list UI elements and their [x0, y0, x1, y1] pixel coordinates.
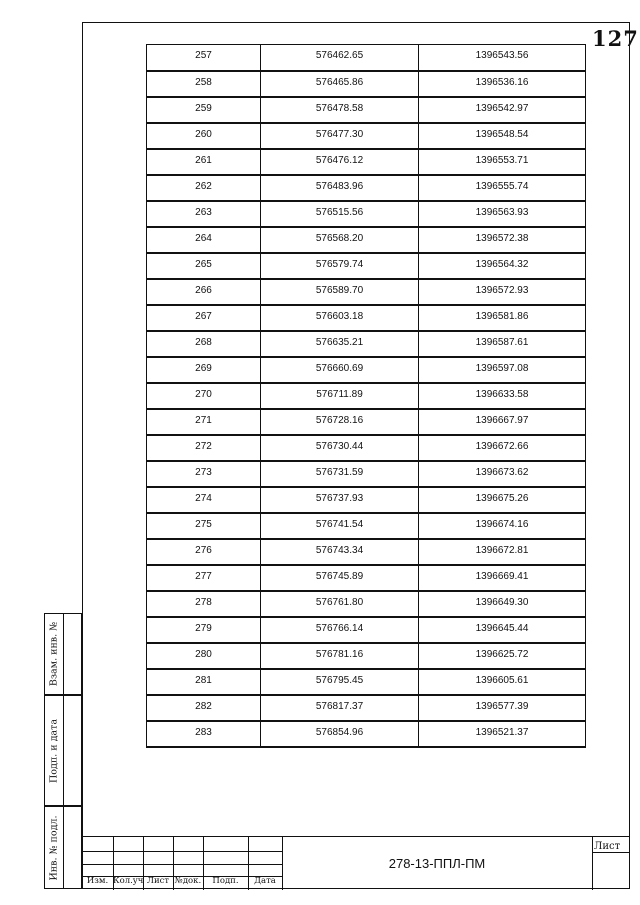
y-coordinate-cell: 1396672.81	[419, 539, 586, 565]
table-row	[147, 643, 586, 669]
x-coordinate-cell: 576465.86	[261, 71, 419, 97]
document-code: 278-13-ППЛ-ПМ	[388, 856, 486, 871]
x-coordinate-cell: 576741.54	[261, 513, 419, 539]
side-label-inv-podl: Инв. № подл.	[48, 815, 60, 880]
table-row	[147, 487, 586, 513]
y-coordinate-cell: 1396542.97	[419, 97, 586, 123]
side-cell-podp-data	[44, 695, 82, 806]
point-number-cell: 280	[147, 643, 261, 669]
x-coordinate-cell: 576766.14	[261, 617, 419, 643]
x-coordinate-cell: 576515.56	[261, 201, 419, 227]
table-row	[147, 201, 586, 227]
point-number-cell: 281	[147, 669, 261, 695]
y-coordinate-cell: 1396548.54	[419, 123, 586, 149]
x-coordinate-cell: 576737.93	[261, 487, 419, 513]
x-coordinate-cell: 576568.20	[261, 227, 419, 253]
y-coordinate-cell: 1396625.72	[419, 643, 586, 669]
table-row	[147, 513, 586, 539]
table-row	[147, 123, 586, 149]
point-number-cell: 267	[147, 305, 261, 331]
point-number-cell: 268	[147, 331, 261, 357]
table-row	[147, 45, 586, 71]
title-block-header-podp: Подп.	[212, 876, 239, 886]
x-coordinate-cell: 576854.96	[261, 721, 419, 747]
y-coordinate-cell: 1396649.30	[419, 591, 586, 617]
point-number-cell: 273	[147, 461, 261, 487]
y-coordinate-cell: 1396572.93	[419, 279, 586, 305]
y-coordinate-cell: 1396553.71	[419, 149, 586, 175]
table-row	[147, 253, 586, 279]
point-number-cell: 264	[147, 227, 261, 253]
title-block-header-list: Лист	[146, 876, 170, 886]
title-block-header-ndok: №док.	[174, 876, 202, 886]
table-row	[147, 669, 586, 695]
point-number-cell: 262	[147, 175, 261, 201]
x-coordinate-cell: 576745.89	[261, 565, 419, 591]
y-coordinate-cell: 1396633.58	[419, 383, 586, 409]
point-number-cell: 269	[147, 357, 261, 383]
point-number-cell: 261	[147, 149, 261, 175]
table-row	[147, 591, 586, 617]
y-coordinate-cell: 1396543.56	[419, 45, 586, 71]
point-number-cell: 277	[147, 565, 261, 591]
side-stamp	[44, 613, 82, 889]
table-row	[147, 227, 586, 253]
table-row	[147, 409, 586, 435]
x-coordinate-cell: 576483.96	[261, 175, 419, 201]
table-row	[147, 175, 586, 201]
x-coordinate-cell: 576817.37	[261, 695, 419, 721]
y-coordinate-cell: 1396673.62	[419, 461, 586, 487]
x-coordinate-cell: 576728.16	[261, 409, 419, 435]
point-number-cell: 279	[147, 617, 261, 643]
y-coordinate-cell: 1396645.44	[419, 617, 586, 643]
table-row	[147, 565, 586, 591]
side-label-podp-data: Подп. и дата	[48, 718, 60, 783]
x-coordinate-cell: 576589.70	[261, 279, 419, 305]
point-number-cell: 276	[147, 539, 261, 565]
x-coordinate-cell: 576795.45	[261, 669, 419, 695]
point-number-cell: 258	[147, 71, 261, 97]
x-coordinate-cell: 576761.80	[261, 591, 419, 617]
table-row	[147, 357, 586, 383]
point-number-cell: 272	[147, 435, 261, 461]
x-coordinate-cell: 576743.34	[261, 539, 419, 565]
point-number-cell: 270	[147, 383, 261, 409]
title-block-header-kol-uch: Кол.уч	[113, 876, 144, 886]
table-row	[147, 149, 586, 175]
table-row	[147, 695, 586, 721]
point-number-cell: 275	[147, 513, 261, 539]
x-coordinate-cell: 576781.16	[261, 643, 419, 669]
table-row	[147, 383, 586, 409]
title-block	[82, 836, 630, 889]
table-row	[147, 331, 586, 357]
title-block-header-izm: Изм.	[86, 876, 109, 886]
point-number-cell: 282	[147, 695, 261, 721]
y-coordinate-cell: 1396675.26	[419, 487, 586, 513]
point-number-cell: 278	[147, 591, 261, 617]
y-coordinate-cell: 1396563.93	[419, 201, 586, 227]
y-coordinate-cell: 1396674.16	[419, 513, 586, 539]
x-coordinate-cell: 576635.21	[261, 331, 419, 357]
table-row	[147, 435, 586, 461]
coordinates-table	[146, 44, 586, 748]
y-coordinate-cell: 1396564.32	[419, 253, 586, 279]
y-coordinate-cell: 1396521.37	[419, 721, 586, 747]
side-label-vzam: Взам. инв. №	[48, 621, 60, 687]
table-row	[147, 617, 586, 643]
y-coordinate-cell: 1396597.08	[419, 357, 586, 383]
point-number-cell: 259	[147, 97, 261, 123]
x-coordinate-cell: 576603.18	[261, 305, 419, 331]
table-row	[147, 305, 586, 331]
y-coordinate-cell: 1396572.38	[419, 227, 586, 253]
y-coordinate-cell: 1396672.66	[419, 435, 586, 461]
x-coordinate-cell: 576730.44	[261, 435, 419, 461]
point-number-cell: 257	[147, 45, 261, 71]
point-number-cell: 263	[147, 201, 261, 227]
title-block-header-data: Дата	[254, 876, 276, 886]
y-coordinate-cell: 1396669.41	[419, 565, 586, 591]
x-coordinate-cell: 576478.58	[261, 97, 419, 123]
y-coordinate-cell: 1396667.97	[419, 409, 586, 435]
point-number-cell: 274	[147, 487, 261, 513]
y-coordinate-cell: 1396605.61	[419, 669, 586, 695]
x-coordinate-cell: 576660.69	[261, 357, 419, 383]
x-coordinate-cell: 576476.12	[261, 149, 419, 175]
y-coordinate-cell: 1396555.74	[419, 175, 586, 201]
x-coordinate-cell: 576731.59	[261, 461, 419, 487]
point-number-cell: 266	[147, 279, 261, 305]
point-number-cell: 271	[147, 409, 261, 435]
y-coordinate-cell: 1396577.39	[419, 695, 586, 721]
table-row	[147, 279, 586, 305]
y-coordinate-cell: 1396536.16	[419, 71, 586, 97]
table-row	[147, 461, 586, 487]
table-row	[147, 71, 586, 97]
x-coordinate-cell: 576477.30	[261, 123, 419, 149]
point-number-cell: 265	[147, 253, 261, 279]
sheet-label: Лист	[594, 841, 621, 852]
side-cell-vzam	[44, 613, 82, 695]
table-row	[147, 721, 586, 747]
y-coordinate-cell: 1396587.61	[419, 331, 586, 357]
side-cell-inv-podl	[44, 806, 82, 889]
x-coordinate-cell: 576579.74	[261, 253, 419, 279]
point-number-cell: 283	[147, 721, 261, 747]
x-coordinate-cell: 576462.65	[261, 45, 419, 71]
table-row	[147, 539, 586, 565]
point-number-cell: 260	[147, 123, 261, 149]
table-row	[147, 97, 586, 123]
y-coordinate-cell: 1396581.86	[419, 305, 586, 331]
page-number: 127	[592, 26, 639, 51]
x-coordinate-cell: 576711.89	[261, 383, 419, 409]
